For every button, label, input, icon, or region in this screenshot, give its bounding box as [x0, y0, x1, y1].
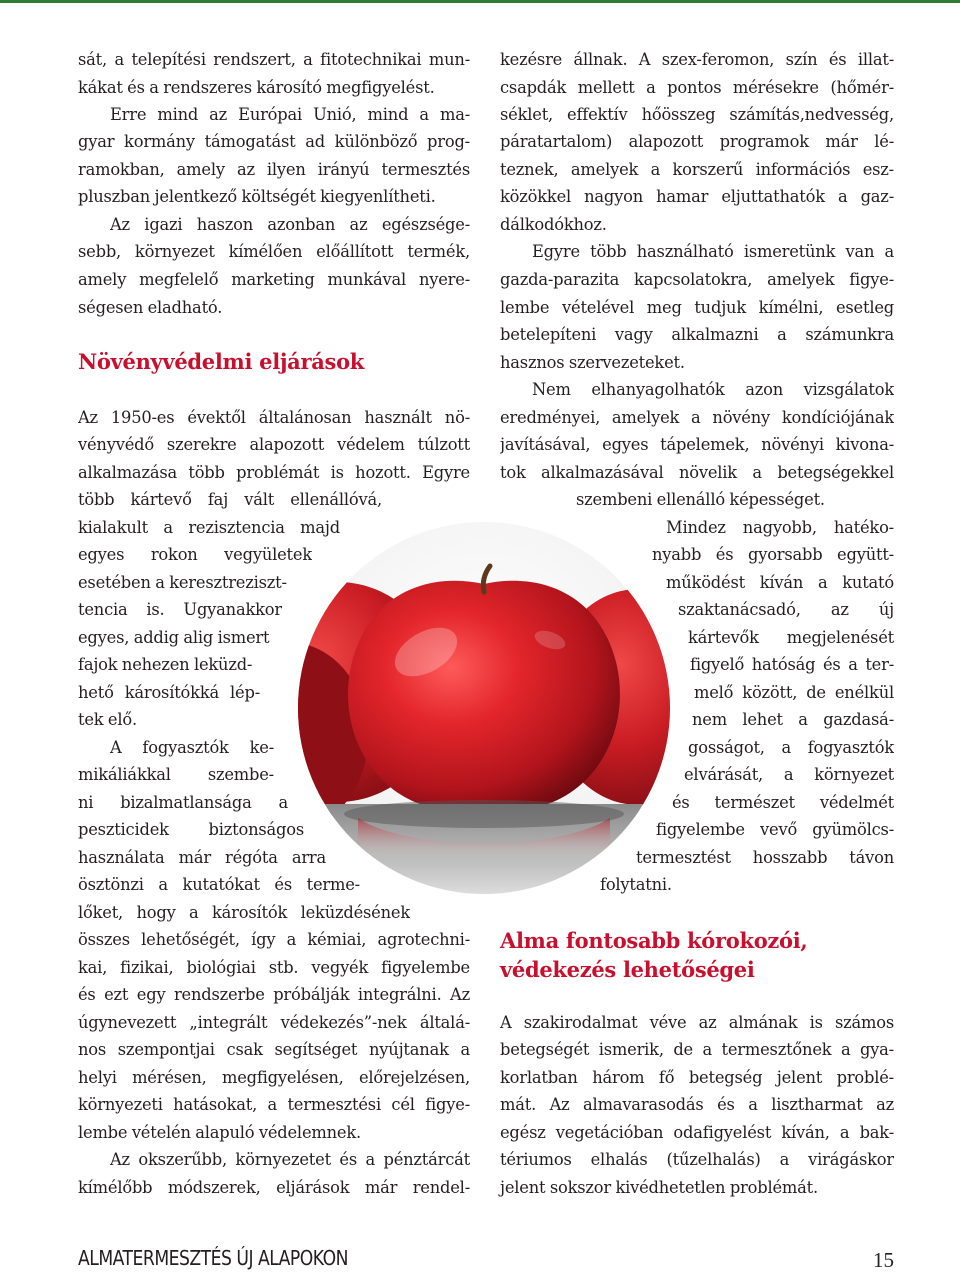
text-line: mikáliákkal szembe-	[78, 765, 274, 784]
text-line: eredményei, amelyek a növény kondíciójának	[500, 408, 894, 427]
text-line: amely megfelelő marketing munkával nyere-	[78, 270, 470, 289]
section-heading: védekezés lehetőségei	[500, 957, 755, 982]
footer-title: ALMATERMESZTÉS ÚJ ALAPOKON	[78, 1246, 348, 1270]
section-heading: Növényvédelmi eljárások	[78, 349, 365, 374]
text-line: elvárását, a környezet	[684, 765, 894, 784]
text-line: melő között, de enélkül	[694, 683, 894, 702]
text-line: lembe vételével meg tudjuk kímélni, esetleg	[500, 298, 894, 317]
text-line: kártevők megjelenését	[688, 628, 894, 647]
text-line: használata már régóta arra	[78, 848, 326, 867]
text-line: ségesen eladható.	[78, 298, 223, 317]
text-line: összes lehetőségét, így a kémiai, agrotechni-	[78, 930, 470, 949]
text-line: úgynevezett „integrált védekezés”-nek általá-	[78, 1013, 470, 1032]
text-line: jelent sokszor kivédhetetlen problémát.	[500, 1178, 818, 1197]
text-line: tok alkalmazásával növelik a betegségekkel	[500, 463, 894, 482]
text-line: egyes rokon vegyületek	[78, 545, 312, 564]
text-line: vényvédő szerekre alapozott védelem túlzott	[78, 435, 470, 454]
text-line: szembeni ellenálló képességet.	[576, 490, 825, 509]
text-line: gyar kormány támogatást ad különböző prog-	[78, 132, 470, 151]
text-line: tériumos elhalás (tűzelhalás) a virágáskor	[500, 1150, 894, 1169]
red-apples-photo	[298, 522, 670, 894]
text-line: teznek, amelyek a korszerű információs esz-	[500, 160, 894, 179]
text-line: korlatban három fő betegség jelent problé-	[500, 1068, 894, 1087]
text-line: kai, fizikai, biológiai stb. vegyék figyelembe	[78, 958, 470, 977]
text-line: séklet, effektív hőösszeg számítás,nedvesség,	[500, 105, 894, 124]
text-line: mát. Az almavarasodás és a lisztharmat az	[500, 1095, 894, 1114]
text-line: Az 1950-es évektől általánosan használt nö-	[78, 408, 470, 427]
text-line: nos szempontjai csak segítséget nyújtanak a	[78, 1040, 470, 1059]
text-line: tencia is. Ugyanakkor	[78, 600, 282, 619]
text-line: gazda-parazita kapcsolatokra, amelyek figye-	[500, 270, 894, 289]
top-rule	[0, 0, 960, 3]
text-line: gosságot, a fogyasztók	[688, 738, 894, 757]
text-line: fajok nehezen leküzd-	[78, 655, 253, 674]
text-line: javításával, egyes tápelemek, növényi kivona-	[500, 435, 894, 454]
text-line: lőket, hogy a károsítók leküzdésének	[78, 903, 410, 922]
text-line: figyelembe vevő gyümölcs-	[656, 820, 894, 839]
text-line: páratartalom) alapozott programok már lé-	[500, 132, 894, 151]
text-line: figyelő hatóság és a ter-	[690, 655, 894, 674]
text-line: sebb, környezet kímélően előállított termék,	[78, 242, 470, 261]
text-line: egyes, addig alig ismert	[78, 628, 270, 647]
text-line: kákat és a rendszeres károsító megfigyelést.	[78, 78, 435, 97]
text-line: Egyre több használható ismeretünk van a	[532, 242, 894, 261]
text-line: A szakirodalmat véve az almának is számos	[500, 1013, 894, 1032]
text-line: kezésre állnak. A szex-feromon, szín és illat-	[500, 50, 894, 69]
text-line: szaktanácsadó, az új	[678, 600, 894, 619]
text-line: több kártevő faj vált ellenállóvá,	[78, 490, 382, 509]
text-line: nem lehet a gazdasá-	[692, 710, 894, 729]
text-line: kialakult a rezisztencia majd	[78, 518, 340, 537]
text-line: helyi mérésen, megfigyelésen, előrejelzésen,	[78, 1068, 470, 1087]
text-line: Az okszerűbb, környezetet és a pénztárcát	[110, 1150, 470, 1169]
text-line: hető károsítókká lép-	[78, 683, 260, 702]
apples-illustration	[298, 522, 670, 894]
text-line: közökkel nagyon hamar eljuttathatók a gaz-	[500, 187, 894, 206]
text-line: működést kíván a kutató	[666, 573, 894, 592]
section-heading: Alma fontosabb kórokozói,	[500, 928, 808, 953]
text-line: tek elő.	[78, 710, 137, 729]
text-line: termesztést hosszabb távon	[636, 848, 894, 867]
text-line: egész vegetációban odafigyelést kíván, a bak-	[500, 1123, 894, 1142]
text-line: Mindez nagyobb, hatéko-	[666, 518, 894, 537]
text-line: ramokban, amely az ilyen irányú termesztés	[78, 160, 470, 179]
text-line: esetében a keresztreziszt-	[78, 573, 287, 592]
text-line: környezeti hatásokat, a termesztési cél figye-	[78, 1095, 470, 1114]
text-line: sát, a telepítési rendszert, a fitotechnikai mun-	[78, 50, 470, 69]
text-line: betegségét ismerik, de a termesztőnek a gya-	[500, 1040, 894, 1059]
page-number: 15	[873, 1248, 894, 1272]
text-line: és ezt egy rendszerbe próbálják integrálni. Az	[78, 985, 470, 1004]
text-line: alkalmazása több problémát is hozott. Egyre	[78, 463, 470, 482]
text-line: Erre mind az Európai Unió, mind a ma-	[110, 105, 470, 124]
text-line: Nem elhanyagolhatók azon vizsgálatok	[532, 380, 894, 399]
text-line: pluszban jelentkező költségét kiegyenlítheti.	[78, 187, 436, 206]
text-line: lembe vételén alapuló védelemnek.	[78, 1123, 361, 1142]
text-line: A fogyasztók ke-	[110, 738, 274, 757]
text-line: peszticidek biztonságos	[78, 820, 304, 839]
text-line: csapdák mellett a pontos mérésekre (hőmér-	[500, 78, 894, 97]
text-line: dálkodókhoz.	[500, 215, 607, 234]
text-line: hasznos szervezeteket.	[500, 353, 685, 372]
text-line: és természet védelmét	[672, 793, 894, 812]
text-line: nyabb és gyorsabb együtt-	[652, 545, 894, 564]
text-line: betelepíteni vagy alkalmazni a számunkra	[500, 325, 894, 344]
text-line: Az igazi haszon azonban az egészsége-	[110, 215, 470, 234]
text-line: ni bizalmatlansága a	[78, 793, 288, 812]
text-line: ösztönzi a kutatókat és terme-	[78, 875, 360, 894]
text-line: kímélőbb módszerek, eljárások már rendel-	[78, 1178, 470, 1197]
text-line: folytatni.	[600, 875, 672, 894]
